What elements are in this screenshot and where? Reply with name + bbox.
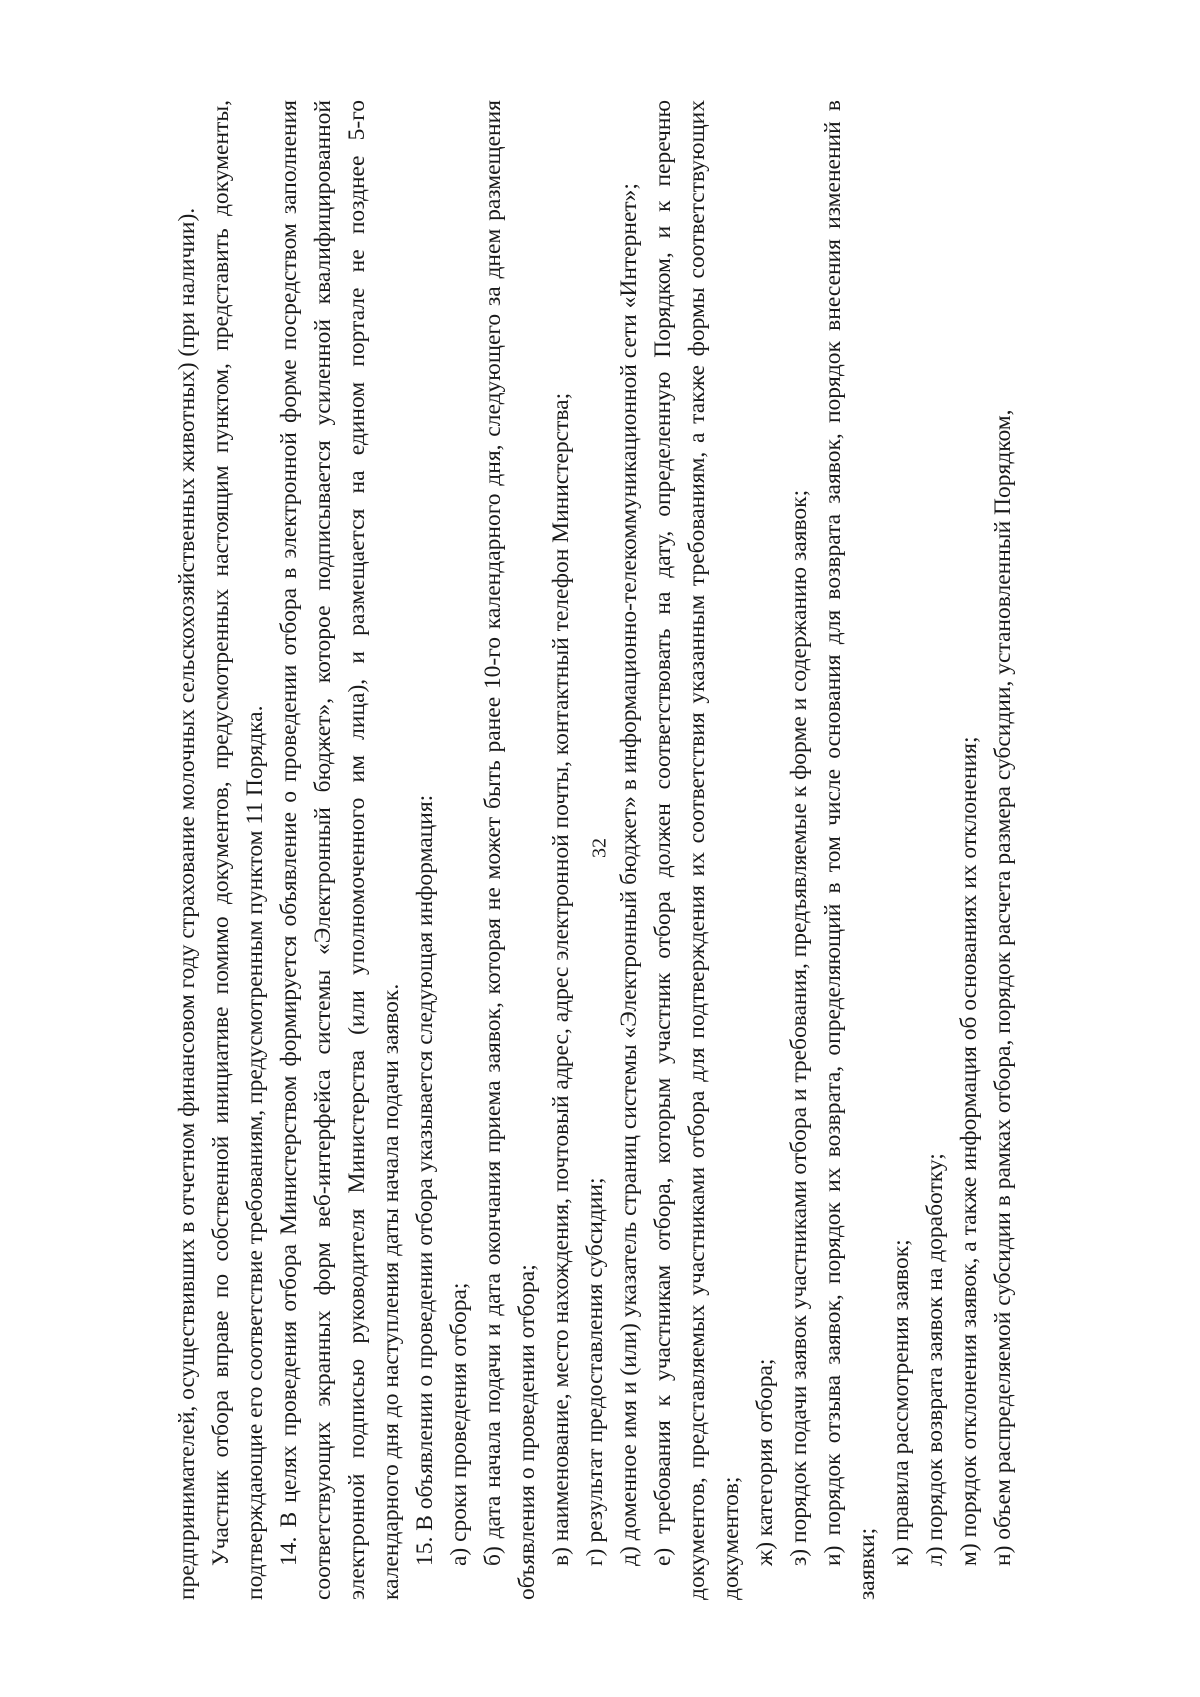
list-item: л) порядок возврата заявок на доработку;	[922, 1153, 948, 1566]
list-item: г) результат предоставления субсидии;	[582, 1177, 608, 1566]
list-item: в) наименование, место нахождения, почтовый адрес, адрес электронной почты, контактный телефон Министерства;	[548, 392, 574, 1566]
list-item: ж) категория отбора;	[752, 1358, 778, 1566]
list-item: е) требования к участникам отбора, которым участник отбора должен соответствовать на дату, определенную Порядком, и к перечню документов, представляемых участниками отбора для подтверждения их соответствия указанным требованиям, а также формы соответствующих документов;	[650, 100, 744, 1600]
list-item: з) порядок подачи заявок участниками отбора и требования, предъявляемые к форме и содержанию заявок;	[786, 489, 812, 1566]
paragraph: 15. В объявлении о проведении отбора указывается следующая информация:	[412, 794, 438, 1566]
list-item: а) сроки проведения отбора;	[446, 1282, 472, 1566]
list-item: б) дата начала подачи и дата окончания приема заявок, которая не может быть ранее 10-го календарного дня, следующего за днем размещения объявления о проведении отбора;	[480, 100, 540, 1600]
list-item: к) правила рассмотрения заявок;	[888, 1239, 914, 1566]
list-item: и) порядок отзыва заявок, порядок их возврата, определяющий в том числе основания для возврата заявок, порядок внесения изменений в заявки;	[820, 100, 880, 1600]
paragraph: предпринимателей, осуществивших в отчетном финансовом году страхование молочных сельскохозяйственных животных) (при наличии).	[174, 207, 200, 1600]
paragraph: 14. В целях проведения отбора Министерством формируется объявление о проведении отбора в электронной форме посредством заполнения соответствующих экранных форм веб-интерфейса системы «Электронный бюджет», которое подписывается усиленной квалифицированной электронной подписью руководителя Министерства (или уполномоченного им лица), и размещается на едином портале не позднее 5-го календарного дня до наступления даты начала подачи заявок.	[276, 100, 404, 1600]
list-item: м) порядок отклонения заявок, а также информация об основаниях их отклонения;	[956, 736, 982, 1566]
list-item: д) доменное имя и (или) указатель страниц системы «Электронный бюджет» в информационно-телекоммуникационной сети «Интернет»;	[616, 183, 642, 1566]
list-item: н) объем распределяемой субсидии в рамках отбора, порядок расчета размера субсидии, установленный Порядком,	[990, 409, 1016, 1566]
page-number: 32	[588, 838, 611, 858]
paragraph: Участник отбора вправе по собственной инициативе помимо документов, предусмотренных настоящим пунктом, представить документы, подтверждающие его соответствие требованиям, предусмотренным пунктом 11 Порядка.	[208, 100, 268, 1600]
document-body	[170, 100, 1070, 1600]
